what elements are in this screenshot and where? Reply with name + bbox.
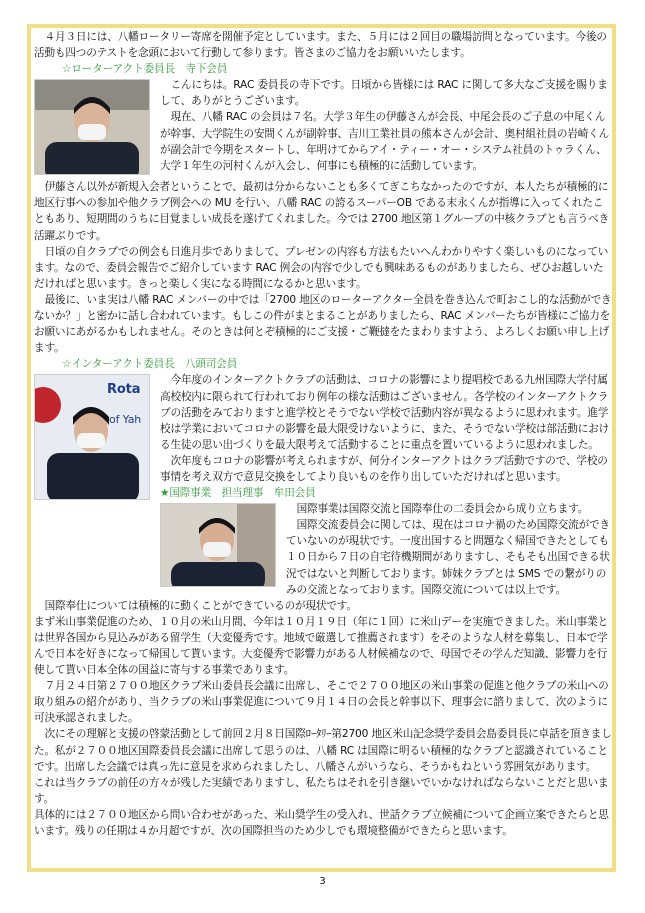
rotaract-paragraph-1: こんにちは。RAC 委員長の寺下です。日頃から皆様には RAC に関して多大なご支援を賜りまして、ありがとうございます。 bbox=[160, 79, 608, 108]
international-paragraph-2: 国際交流委員会に関しては、現在はコロナ禍のため国際交流ができていないのが現状です。一度出国すると問題なく帰国できたとしても１０日から７日の自宅待機期間がありますし、そもそも出国できる状況ではないと判断しております。姉妹クラブとは SMS での繋がりのみの交流となっております。国際交流については以上です。 bbox=[286, 519, 610, 596]
international-paragraph-5: ７月２４日第２７００地区クラブ米山委員長会議に出席し、そこで２７００地区の米山事業の促進と他クラブの米山への取り組みの紹介があり、当クラブの米山事業促進について９月１４日の会長と幹事以下、理事会に諮りまして、次のように可決承認されました。 bbox=[34, 680, 609, 725]
interact-chair-photo bbox=[34, 374, 150, 500]
rotaract-paragraph-3: 伊藤さん以外が新規入会者ということで、最初は分からないことも多くてぎこちなかったのですが、本人たちが積極的に地区行事への参加や他クラブ例会への MU を行い、八幡 RAC の誇るスーパーOB である末永くんが指導に入ってくれたこともあり、短期間のうちに目覚ましい成長を遂げてくれました。今では 2700 地区第１グループの中核クラブとも言うべき活躍ぶりです。 bbox=[34, 181, 610, 242]
svg-text:of Yah: of Yah bbox=[109, 413, 142, 427]
interact-paragraph-1: 今年度のインターアクトクラブの活動は、コロナの影響により提唱校である九州国際大学付属高校校内に限られて行われており例年の様な活動はございません。各学校のインターアクトクラブの活動をみておりますと進学校とそうでない学校で活動内容が異なるように思われます。進学校は学業においてコロナの影響を最大限受けないように、また、そうでない学校は部活動における生徒の思い出づくりを最大限考えて活動することに重点を置いているように思われました。 bbox=[160, 374, 610, 451]
international-director-photo bbox=[160, 503, 276, 587]
international-paragraph-1: 国際事業は国際交流と国際奉仕の二委員会から成り立ちます。 bbox=[296, 503, 589, 516]
international-paragraph-4: まず米山事業促進のため、１０月の米山月間、今年は１０月１９日（年に１回）に米山デーを実施できました。米山事業とは世界各国から見込みがある留学生（大変優秀です。地域で厳選して推薦されます）をそのような人材を募集し、日本で学んで日本を好きになって帰国して貰います。大変優秀で影響力がある人材候補なので、母国でその学んだ知識、影響力を行使して貰い日本全体の国益に寄与する事業であります。 bbox=[34, 615, 608, 677]
interact-paragraph-2: 次年度もコロナの影響が考えられますが、何分インターアクトはクラブ活動ですので、学校の事情を考え双方で意見交換をしてより良いものを作り出していただければと思います。 bbox=[160, 454, 608, 483]
intro-paragraph: ４月３日には、八幡ロータリー寄席を開催予定としています。また、５月には２回目の職場訪問となっています。今後の活動も四つのテストを念頭において行動して参ります。皆さまのご協力をお願いいたします。 bbox=[34, 31, 607, 60]
rotaract-chair-photo bbox=[34, 79, 150, 175]
international-paragraph-7: これは当クラブの前任の方々が残した実績でありますし、私たちはそれを引き継いでいかなければならないことだと思います。 bbox=[34, 776, 609, 805]
rotaract-heading: ☆ローターアクト委員長 寺下会員 bbox=[62, 63, 228, 76]
svg-text:Rota: Rota bbox=[107, 382, 141, 398]
international-paragraph-8: 具体的には２７００地区から問い合わせがあった、米山奨学生の受入れ、世話クラブ立候補について企画立案できたらと思います。残りの任期は４か月超ですが、次の国際担当のため少しでも環境整備ができたらと思います。 bbox=[34, 808, 609, 838]
article-body bbox=[34, 29, 612, 839]
rotaract-paragraph-4: 日頃の自クラブでの例会も日進月歩でありまして、プレゼンの内容も方法もたいへんわかりやすく楽しいものになっています。なので、委員会報告でご紹介しています RAC 例会の内容で少しでも興味あるものがありましたら、ぜひお越しいただければと思います。きっと楽しく実になる時間になるかと思います。 bbox=[34, 245, 609, 290]
page-number: 3 bbox=[319, 876, 326, 887]
international-heading: ★国際事業 担当理事 牟田会員 bbox=[160, 487, 316, 500]
rotaract-paragraph-5: 最後に、いま実は八幡 RAC メンバーの中では「2700 地区のローターアクター全員を巻き込んで町おこし的な活動ができないか？」と密かに話し合われています。もしこの件がまとまることがありましたら、RAC メンバーたちが皆様にご協力をお願いにあがるかもしれません。そのときは何とぞ積極的にご支援・ご鞭撻をたまわりますよう、よろしくお願い申し上げます。 bbox=[34, 293, 612, 355]
international-paragraph-6: 次にその理解と支援の啓蒙活動として前回２月８日国際ﾛｰﾀﾘｰ第2700 地区米山記念奨学委員会島委員長に卓話を頂きました。私が２７００地区国際委員長会議に出席して思うのは、八幡 RC は国際に明るい積極的なクラブと認識されていることです。出席した会議では真っ先に意見を求められましたし、八幡さんがいうなら、そうかもねという雰囲気があります。 bbox=[34, 728, 612, 773]
international-paragraph-3: 国際奉仕については積極的に動くことができているのが現状です。 bbox=[44, 599, 357, 612]
rotaract-paragraph-2: 現在、八幡 RAC の会員は７名。大学３年生の伊藤さんが会長、中尾会長のご子息の中尾くんが幹事、大学院生の安間くんが副幹事、吉川工業社員の熊本さんが会計、奥村組社員の岩崎くんが副会計で今期をスタートし、年明けてからアイ・ティー・オー・システム社員のトゥラくん、大学１年生の河村くんが入会し、何事にも積極的に活動しています。 bbox=[160, 111, 610, 172]
interact-heading: ☆インターアクト委員長 八頭司会員 bbox=[62, 358, 238, 371]
